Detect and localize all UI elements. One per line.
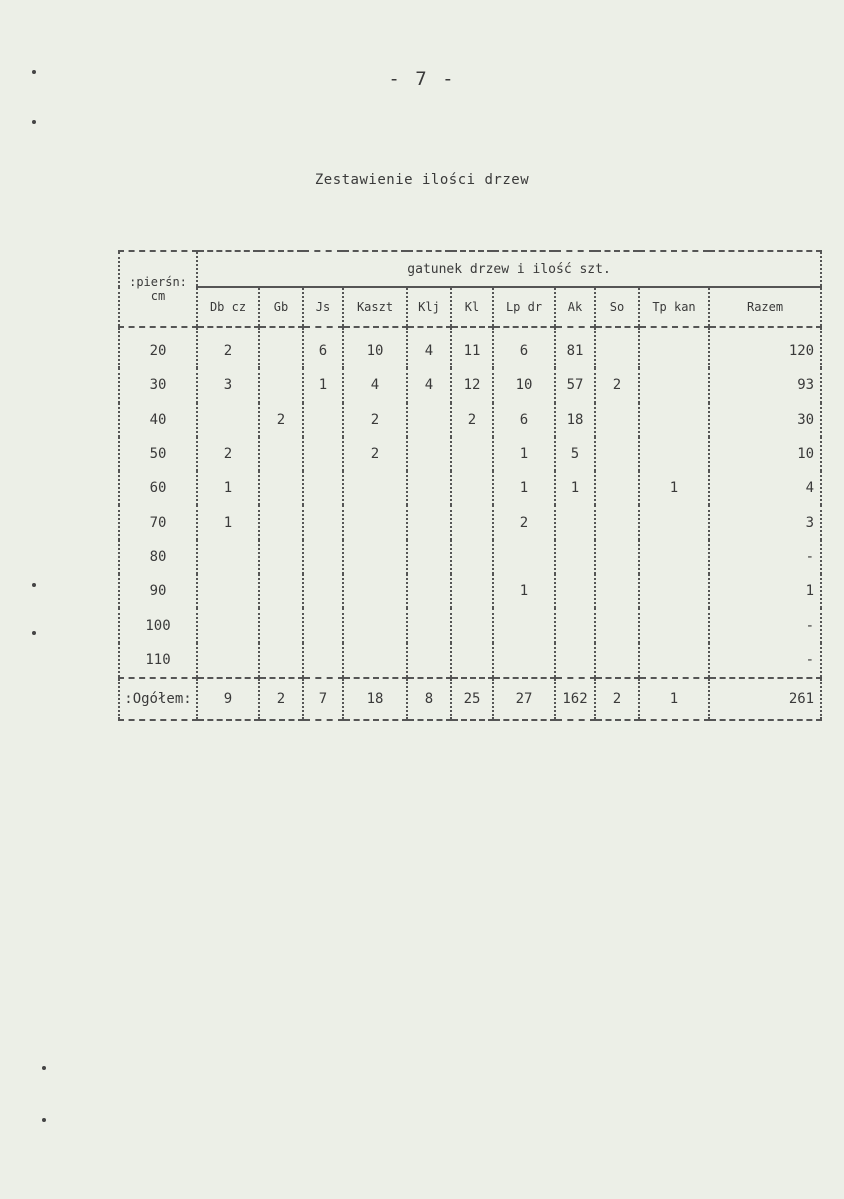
- count-cell: [451, 574, 493, 608]
- table-row: [119, 471, 821, 505]
- count-cell: [303, 540, 343, 574]
- count-cell: [343, 608, 407, 642]
- count-cell: 93: [709, 368, 821, 402]
- count-cell: [595, 574, 639, 608]
- species-group-header: gatunek drzew i ilość szt.: [197, 251, 821, 287]
- total-cell: 27: [493, 678, 555, 720]
- count-cell: -: [709, 540, 821, 574]
- count-cell: [595, 540, 639, 574]
- diameter-cell: 30: [119, 368, 197, 402]
- diameter-header: [119, 251, 197, 327]
- diameter-cell: 90: [119, 574, 197, 608]
- page-number: - 7 -: [388, 68, 456, 90]
- count-cell: [407, 471, 451, 505]
- count-cell: [639, 368, 709, 402]
- count-cell: [343, 540, 407, 574]
- column-header: Tp kan: [639, 287, 709, 327]
- table-row: [119, 437, 821, 471]
- total-cell: 1: [639, 678, 709, 720]
- margin-dot: [32, 631, 36, 635]
- count-cell: [451, 608, 493, 642]
- count-cell: 2: [343, 403, 407, 437]
- count-cell: 1: [493, 437, 555, 471]
- margin-dot: [32, 70, 36, 74]
- table-row: [119, 403, 821, 437]
- total-cell: 25: [451, 678, 493, 720]
- table-row: [119, 643, 821, 678]
- count-cell: [407, 574, 451, 608]
- count-cell: [451, 540, 493, 574]
- column-header: Klj: [407, 287, 451, 327]
- count-cell: [639, 643, 709, 678]
- count-cell: 1: [197, 471, 259, 505]
- count-cell: 6: [493, 403, 555, 437]
- table-row: [119, 574, 821, 608]
- total-cell: 162: [555, 678, 595, 720]
- count-cell: [451, 471, 493, 505]
- total-cell: 2: [595, 678, 639, 720]
- count-cell: 4: [407, 368, 451, 402]
- total-cell: 261: [709, 678, 821, 720]
- count-cell: 3: [197, 368, 259, 402]
- count-cell: [197, 608, 259, 642]
- count-cell: [197, 403, 259, 437]
- count-cell: -: [709, 643, 821, 678]
- count-cell: [407, 540, 451, 574]
- count-cell: 1: [303, 368, 343, 402]
- count-cell: 4: [709, 471, 821, 505]
- count-cell: 18: [555, 403, 595, 437]
- margin-dot: [32, 583, 36, 587]
- count-cell: 2: [197, 437, 259, 471]
- count-cell: [197, 643, 259, 678]
- margin-dot: [32, 120, 36, 124]
- count-cell: 4: [407, 327, 451, 368]
- count-cell: [639, 505, 709, 539]
- count-cell: 12: [451, 368, 493, 402]
- count-cell: [555, 505, 595, 539]
- count-cell: [493, 540, 555, 574]
- document-title: Zestawienie ilości drzew: [314, 172, 530, 188]
- count-cell: [451, 437, 493, 471]
- count-cell: [639, 574, 709, 608]
- count-cell: 1: [555, 471, 595, 505]
- count-cell: 6: [493, 327, 555, 368]
- header-row-group: [119, 251, 821, 287]
- count-cell: [595, 437, 639, 471]
- column-header: Razem: [709, 287, 821, 327]
- count-cell: [451, 643, 493, 678]
- diameter-cell: 20: [119, 327, 197, 368]
- count-cell: [595, 643, 639, 678]
- count-cell: 6: [303, 327, 343, 368]
- count-cell: 11: [451, 327, 493, 368]
- count-cell: [343, 505, 407, 539]
- count-cell: [303, 574, 343, 608]
- column-header: Kaszt: [343, 287, 407, 327]
- diameter-cell: 40: [119, 403, 197, 437]
- count-cell: 2: [451, 403, 493, 437]
- count-cell: 1: [197, 505, 259, 539]
- count-cell: [197, 540, 259, 574]
- count-cell: [343, 471, 407, 505]
- total-cell: 18: [343, 678, 407, 720]
- column-header: Js: [303, 287, 343, 327]
- count-cell: 81: [555, 327, 595, 368]
- count-cell: [555, 643, 595, 678]
- count-cell: [639, 403, 709, 437]
- count-cell: 4: [343, 368, 407, 402]
- column-header: Db cz: [197, 287, 259, 327]
- count-cell: 10: [493, 368, 555, 402]
- count-cell: [259, 368, 303, 402]
- total-row: [119, 678, 821, 720]
- count-cell: [303, 403, 343, 437]
- table-row: [119, 327, 821, 368]
- count-cell: [259, 471, 303, 505]
- diameter-cell: 50: [119, 437, 197, 471]
- diameter-cell: 110: [119, 643, 197, 678]
- margin-dot: [42, 1118, 46, 1122]
- count-cell: 57: [555, 368, 595, 402]
- count-cell: [595, 608, 639, 642]
- count-cell: [639, 327, 709, 368]
- count-cell: 10: [709, 437, 821, 471]
- count-cell: 2: [343, 437, 407, 471]
- count-cell: [639, 437, 709, 471]
- total-cell: 2: [259, 678, 303, 720]
- count-cell: 1: [493, 574, 555, 608]
- count-cell: 10: [343, 327, 407, 368]
- count-cell: [407, 505, 451, 539]
- count-cell: [595, 327, 639, 368]
- count-cell: [493, 643, 555, 678]
- count-cell: [303, 437, 343, 471]
- total-cell: 8: [407, 678, 451, 720]
- table-row: [119, 505, 821, 539]
- column-header: So: [595, 287, 639, 327]
- diameter-cell: 70: [119, 505, 197, 539]
- count-cell: [493, 608, 555, 642]
- total-cell: 7: [303, 678, 343, 720]
- count-cell: [595, 505, 639, 539]
- table-row: [119, 540, 821, 574]
- count-cell: [303, 608, 343, 642]
- count-cell: [595, 471, 639, 505]
- count-cell: 3: [709, 505, 821, 539]
- count-cell: [555, 574, 595, 608]
- diameter-cell: 60: [119, 471, 197, 505]
- count-cell: 1: [709, 574, 821, 608]
- count-cell: [343, 574, 407, 608]
- count-cell: [259, 643, 303, 678]
- count-cell: [259, 574, 303, 608]
- count-cell: [197, 574, 259, 608]
- count-cell: [555, 608, 595, 642]
- column-header: Ak: [555, 287, 595, 327]
- count-cell: -: [709, 608, 821, 642]
- tree-count-table: [118, 250, 822, 721]
- count-cell: [259, 327, 303, 368]
- count-cell: [259, 505, 303, 539]
- count-cell: [639, 540, 709, 574]
- count-cell: [303, 643, 343, 678]
- column-header: Gb: [259, 287, 303, 327]
- count-cell: [259, 540, 303, 574]
- count-cell: [451, 505, 493, 539]
- count-cell: [555, 540, 595, 574]
- count-cell: 5: [555, 437, 595, 471]
- column-header: Kl: [451, 287, 493, 327]
- margin-dot: [42, 1066, 46, 1070]
- count-cell: [259, 437, 303, 471]
- diameter-cell: 80: [119, 540, 197, 574]
- count-cell: 1: [639, 471, 709, 505]
- count-cell: [259, 608, 303, 642]
- diameter-cell: 100: [119, 608, 197, 642]
- count-cell: [639, 608, 709, 642]
- column-header: Lp dr: [493, 287, 555, 327]
- count-cell: [407, 608, 451, 642]
- diameter-header-line1: :pierśn:: [129, 275, 187, 289]
- count-cell: 2: [197, 327, 259, 368]
- count-cell: 2: [493, 505, 555, 539]
- table-row: [119, 608, 821, 642]
- count-cell: [407, 643, 451, 678]
- column-header-row: [119, 287, 821, 327]
- total-cell: 9: [197, 678, 259, 720]
- count-cell: 2: [259, 403, 303, 437]
- total-label: :Ogółem:: [119, 678, 197, 720]
- count-cell: [407, 437, 451, 471]
- count-cell: 2: [595, 368, 639, 402]
- count-cell: [303, 471, 343, 505]
- diameter-header-line2: cm: [150, 289, 166, 303]
- count-cell: [595, 403, 639, 437]
- table-row: [119, 368, 821, 402]
- count-cell: 30: [709, 403, 821, 437]
- count-cell: 1: [493, 471, 555, 505]
- count-cell: [407, 403, 451, 437]
- count-cell: [303, 505, 343, 539]
- count-cell: 120: [709, 327, 821, 368]
- count-cell: [343, 643, 407, 678]
